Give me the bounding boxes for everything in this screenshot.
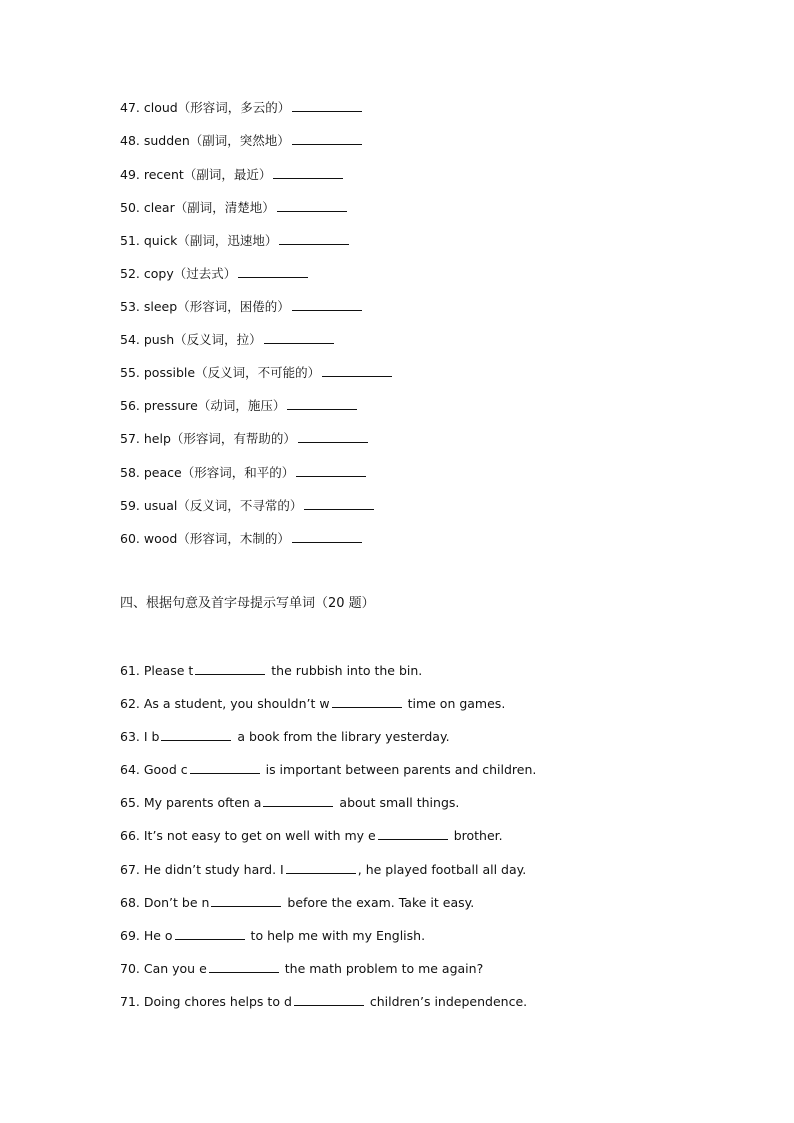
item-hint: （副词，清楚地） [174, 200, 275, 215]
sentence-before: 62. As a student, you shouldn’t w [120, 696, 330, 711]
sentence-before: 65. My parents often a [120, 795, 262, 810]
item-word: cloud [143, 100, 178, 115]
sentence-before: 61. Please t [120, 663, 194, 678]
vocab-item-55 [120, 364, 394, 381]
item-word: sleep [143, 299, 178, 314]
item-number: 54. [120, 332, 140, 347]
sentence-item-61 [120, 662, 422, 679]
answer-blank[interactable] [277, 199, 347, 212]
sentence-before: 70. Can you e [120, 961, 207, 976]
sentence-item-71 [120, 993, 527, 1010]
answer-blank[interactable] [190, 761, 260, 774]
answer-blank[interactable] [264, 331, 334, 344]
sentence-after: before the exam. Take it easy. [283, 895, 475, 910]
item-hint: （形容词，多云的） [177, 100, 291, 115]
item-hint: （形容词，有帮助的） [170, 431, 296, 446]
answer-blank[interactable] [292, 99, 362, 112]
sentence-before: 68. Don’t be n [120, 895, 210, 910]
sentence-before: 66. It’s not easy to get on well with my e [120, 828, 376, 843]
answer-blank[interactable] [378, 827, 448, 840]
item-hint: （反义词，不可能的） [195, 365, 321, 380]
item-hint: （副词，最近） [183, 167, 272, 182]
item-number: 52. [120, 266, 140, 281]
answer-blank[interactable] [175, 927, 245, 940]
sentence-item-69 [120, 927, 425, 944]
sentence-item-62 [120, 695, 505, 712]
sentence-before: 63. I b [120, 729, 160, 744]
item-number: 51. [120, 233, 140, 248]
vocab-item-47 [120, 99, 364, 116]
item-word: push [143, 332, 175, 347]
item-number: 47. [120, 100, 140, 115]
answer-blank[interactable] [161, 728, 231, 741]
sentence-after: to help me with my English. [246, 928, 426, 943]
sentence-before: 69. He o [120, 928, 173, 943]
sentence-item-64 [120, 761, 536, 778]
answer-blank[interactable] [287, 397, 357, 410]
sentence-item-66 [120, 827, 503, 844]
sentence-after: the math problem to me again? [280, 961, 484, 976]
item-word: recent [143, 167, 184, 182]
sentence-after: children’s independence. [365, 994, 528, 1009]
vocab-item-54 [120, 331, 336, 348]
item-word: wood [143, 531, 178, 546]
vocab-item-56 [120, 397, 359, 414]
item-hint: （副词，迅速地） [177, 233, 278, 248]
sentence-item-67 [120, 861, 526, 878]
sentence-after: brother. [449, 828, 503, 843]
sentence-before: 64. Good c [120, 762, 188, 777]
sentence-after: is important between parents and children. [261, 762, 537, 777]
sentence-before: 67. He didn’t study hard. I [120, 862, 284, 877]
answer-blank[interactable] [322, 364, 392, 377]
item-number: 49. [120, 167, 140, 182]
answer-blank[interactable] [209, 960, 279, 973]
item-word: pressure [143, 398, 198, 413]
item-word: sudden [143, 133, 190, 148]
item-word: peace [143, 465, 182, 480]
answer-blank[interactable] [304, 497, 374, 510]
answer-blank[interactable] [263, 794, 333, 807]
item-word: quick [143, 233, 178, 248]
answer-blank[interactable] [292, 298, 362, 311]
section-four-heading: 四、根据句意及首字母提示写单词（20 题） [120, 596, 375, 611]
sentence-item-70 [120, 960, 483, 977]
item-number: 55. [120, 365, 140, 380]
vocab-item-51 [120, 232, 351, 249]
item-word: help [143, 431, 171, 446]
answer-blank[interactable] [294, 993, 364, 1006]
item-number: 60. [120, 531, 140, 546]
vocab-item-53 [120, 298, 364, 315]
answer-blank[interactable] [292, 132, 362, 145]
item-word: copy [143, 266, 174, 281]
sentence-after: the rubbish into the bin. [267, 663, 423, 678]
item-hint: （反义词，拉） [174, 332, 262, 347]
item-hint: （形容词，和平的） [181, 465, 295, 480]
answer-blank[interactable] [286, 861, 356, 874]
sentence-after: about small things. [335, 795, 460, 810]
sentence-item-68 [120, 894, 474, 911]
sentence-after: , he played football all day. [357, 862, 527, 877]
item-hint: （形容词，困倦的） [177, 299, 290, 314]
vocab-item-57 [120, 430, 370, 447]
sentence-item-63 [120, 728, 450, 745]
item-hint: （副词，突然地） [189, 133, 290, 148]
sentence-before: 71. Doing chores helps to d [120, 994, 292, 1009]
vocab-item-59 [120, 497, 376, 514]
item-number: 56. [120, 398, 140, 413]
item-number: 48. [120, 133, 140, 148]
item-number: 59. [120, 498, 140, 513]
answer-blank[interactable] [332, 695, 402, 708]
sentence-after: a book from the library yesterday. [233, 729, 450, 744]
vocab-item-50 [120, 199, 349, 216]
answer-blank[interactable] [292, 530, 362, 543]
item-word: possible [143, 365, 196, 380]
item-number: 58. [120, 465, 140, 480]
sentence-item-65 [120, 794, 459, 811]
item-word: usual [143, 498, 178, 513]
answer-blank[interactable] [238, 265, 308, 278]
vocab-item-58 [120, 464, 368, 481]
answer-blank[interactable] [298, 430, 368, 443]
item-word: clear [143, 200, 175, 215]
answer-blank[interactable] [279, 232, 349, 245]
answer-blank[interactable] [273, 166, 343, 179]
item-hint: （过去式） [173, 266, 237, 281]
item-hint: （形容词，木制的） [177, 531, 290, 546]
item-hint: （反义词，不寻常的） [177, 498, 303, 513]
item-hint: （动词，施压） [197, 398, 286, 413]
item-number: 53. [120, 299, 140, 314]
answer-blank[interactable] [211, 894, 281, 907]
vocab-item-60 [120, 530, 364, 547]
item-number: 57. [120, 431, 140, 446]
answer-blank[interactable] [296, 464, 366, 477]
vocab-item-52 [120, 265, 310, 282]
sentence-after: time on games. [403, 696, 506, 711]
vocab-item-48 [120, 132, 364, 149]
item-number: 50. [120, 200, 140, 215]
answer-blank[interactable] [195, 662, 265, 675]
vocab-item-49 [120, 166, 345, 183]
